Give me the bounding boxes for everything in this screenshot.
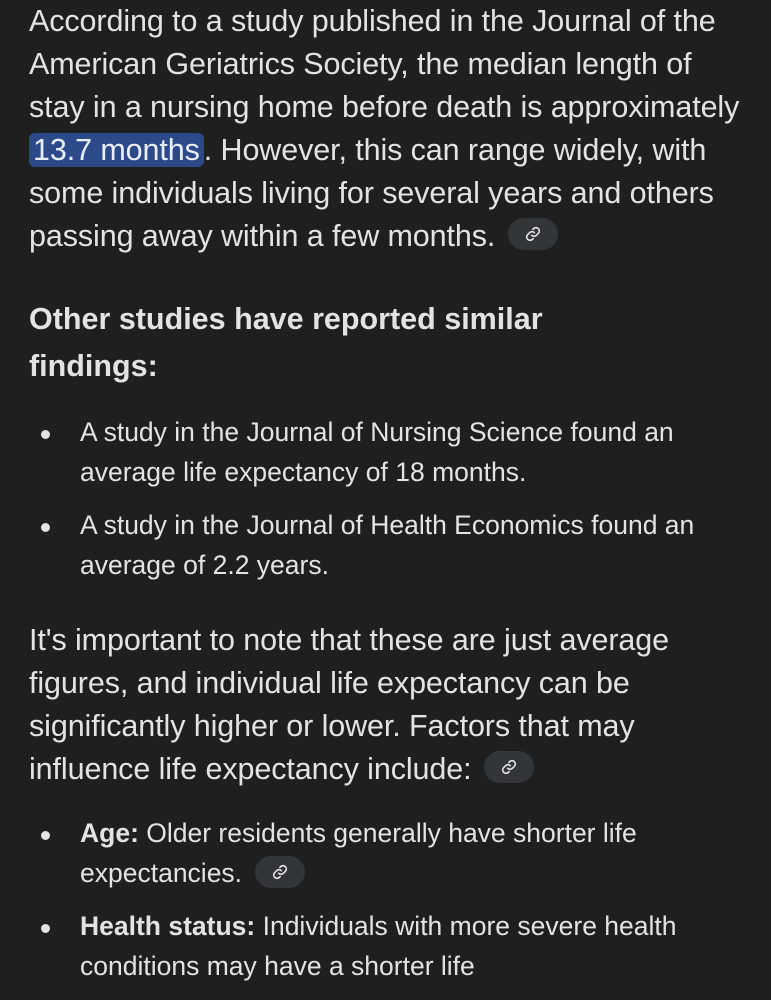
note-paragraph [29,619,749,791]
bullet-dot [41,924,50,933]
factor-text: Individuals with more severe health conditions may have a shorter life [80,911,677,981]
other-studies-heading: Other studies have reported similar findings: [29,302,543,383]
link-icon [501,759,517,775]
list-item [29,906,749,986]
source-link-chip[interactable] [508,218,558,250]
link-icon [525,226,541,242]
factor-label: Health status: [80,911,256,941]
bullet-dot [41,831,50,840]
list-item-text: A study in the Journal of Nursing Science found an average life expectancy of 18 months. [80,417,674,487]
list-item-text: A study in the Journal of Health Economics found an average of 2.2 years. [80,510,695,580]
bullet-dot [41,430,50,439]
intro-paragraph [29,0,749,258]
source-link-chip[interactable] [255,856,305,888]
list-item [29,813,749,893]
factors-list [29,813,749,986]
list-item [29,505,749,585]
source-link-chip[interactable] [484,751,534,783]
factor-label: Age: [80,818,139,848]
bullet-dot [41,523,50,532]
factor-text: Older residents generally have shorter life expectancies. [80,818,637,888]
intro-text-after: . However, this can range widely, with some individuals living for several years and others passing away within a few months. [29,133,714,253]
link-icon [272,864,288,880]
highlighted-value[interactable]: 13.7 months [29,133,204,167]
intro-text-before: According to a study published in the Journal of the American Geriatrics Society, the median length of stay in a nursing home before death is approximately [29,4,740,124]
note-text: It's important to note that these are just average figures, and individual life expectancy can be significantly higher or lower. Factors that may influence life expectancy include: [29,623,669,786]
other-studies-list [29,412,749,585]
list-item [29,412,749,492]
response-content [29,0,749,986]
